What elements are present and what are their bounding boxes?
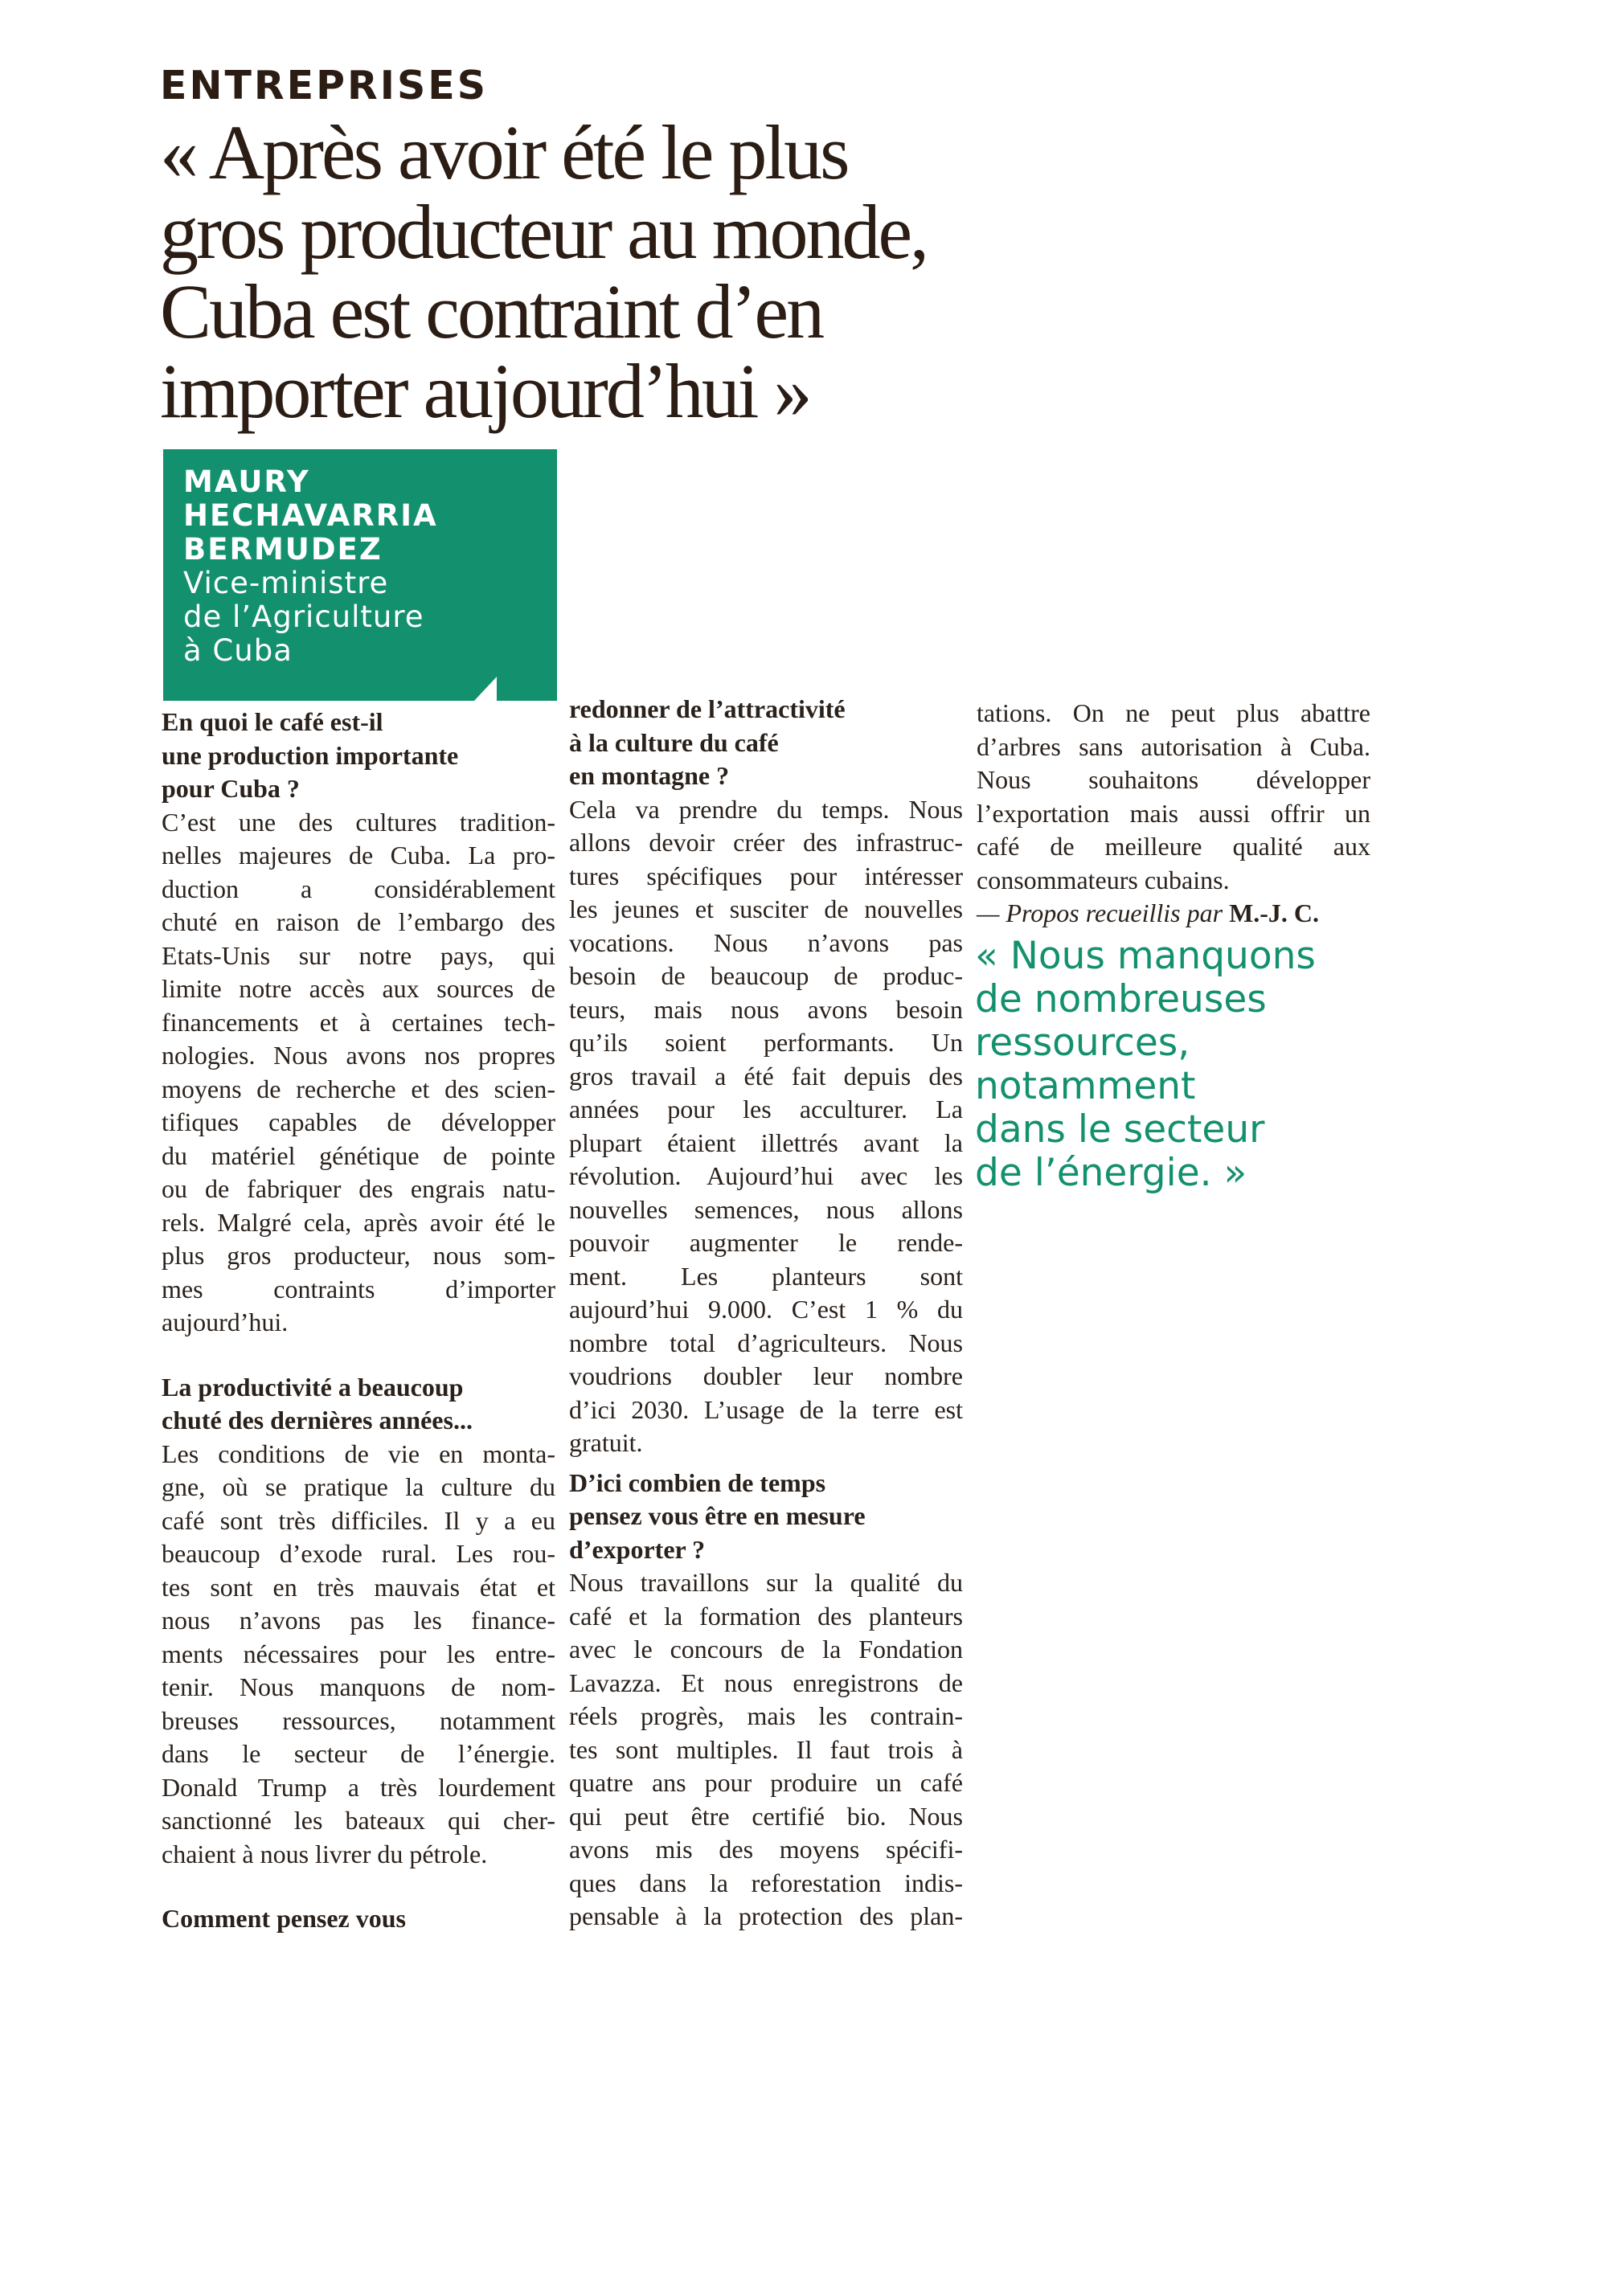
text-line: pouvoir augmenter le rende- xyxy=(569,1228,963,1257)
text-line: Les conditions de vie en monta- xyxy=(162,1439,555,1468)
interviewee-box xyxy=(163,449,557,701)
question-2 xyxy=(162,1371,555,1438)
question-line: pensez vous être en mesure xyxy=(569,1501,866,1530)
text-line: tes sont multiples. Il faut trois à xyxy=(569,1734,963,1764)
text-line: plupart étaient illettrés avant la xyxy=(569,1128,963,1157)
text-line: ques dans la reforestation indis- xyxy=(569,1868,963,1897)
text-line: chaient à nous livrer du pétrole. xyxy=(162,1839,488,1868)
text-line: tures spécifiques pour intéresser xyxy=(569,861,963,890)
text-line: Donald Trump a très lourdement xyxy=(162,1772,555,1802)
text-line: beaucoup d’exode rural. Les rou- xyxy=(162,1539,555,1568)
text-line: café de meilleure qualité aux xyxy=(977,832,1370,861)
text-line: pensable à la protection des plan- xyxy=(569,1901,963,1930)
pull-quote xyxy=(975,935,1457,1195)
headline xyxy=(160,109,1084,434)
text-line: limite notre accès aux sources de xyxy=(162,974,555,1003)
question-line: redonner de l’attractivité xyxy=(569,694,846,723)
name-line: HECHAVARRIA xyxy=(183,498,438,533)
pull-quote-line: notamment xyxy=(975,1064,1196,1108)
text-line: ments nécessaires pour les entre- xyxy=(162,1639,555,1668)
text-line: Nous souhaitons développer xyxy=(977,765,1370,794)
text-line: aujourd’hui 9.000. C’est 1 % du xyxy=(569,1295,963,1324)
text-line: Lavazza. Et nous enregistrons de xyxy=(569,1668,963,1697)
section-kicker: ENTREPRISES xyxy=(160,63,489,108)
text-line: réels progrès, mais les contrain- xyxy=(569,1701,963,1730)
text-line: qui peut être certifié bio. Nous xyxy=(569,1801,963,1831)
text-line: nombre total d’agriculteurs. Nous xyxy=(569,1328,963,1357)
text-line: tifiques capables de développer xyxy=(162,1107,555,1136)
name-line: BERMUDEZ xyxy=(183,532,383,567)
credit-prefix: — Propos recueillis par xyxy=(977,898,1230,927)
text-line: nous n’avons pas les finance- xyxy=(162,1606,555,1635)
text-line: Cela va prendre du temps. Nous xyxy=(569,794,963,824)
answer-4-end xyxy=(977,697,1370,897)
answer-2 xyxy=(162,1438,555,1872)
text-line: gratuit. xyxy=(569,1428,643,1457)
answer-1 xyxy=(162,806,555,1340)
text-line: tes sont en très mauvais état et xyxy=(162,1572,555,1602)
pull-quote-line: de nombreuses xyxy=(975,977,1267,1021)
text-line: consommateurs cubains. xyxy=(977,865,1230,894)
interviewee-name xyxy=(183,465,541,567)
text-line: voudrions doubler leur nombre xyxy=(569,1361,963,1390)
credit-author: M.-J. C. xyxy=(1229,898,1320,927)
column-3 xyxy=(977,697,1370,931)
question-line: pour Cuba ? xyxy=(162,774,300,803)
text-line: sanctionné les bateaux qui cher- xyxy=(162,1806,555,1835)
text-line: breuses ressources, notamment xyxy=(162,1705,555,1735)
role-line: à Cuba xyxy=(183,633,293,668)
headline-line: Cuba est contraint d’en xyxy=(160,268,823,354)
pull-quote-line: ressources, xyxy=(975,1021,1190,1065)
question-line: une production importante xyxy=(162,740,459,770)
interviewee-role xyxy=(183,567,541,668)
text-line: dans le secteur de l’énergie. xyxy=(162,1739,555,1768)
headline-line: importer aujourd’hui » xyxy=(160,348,810,434)
question-3-start: Comment pensez vous xyxy=(162,1904,406,1933)
text-line: allons devoir créer des infrastruc- xyxy=(569,828,963,857)
question-line: d’exporter ? xyxy=(569,1534,706,1564)
question-line: La productivité a beaucoup xyxy=(162,1372,464,1402)
text-line: café et la formation des planteurs xyxy=(569,1601,963,1631)
question-line: en montagne ? xyxy=(569,761,730,790)
bio-box-notch xyxy=(474,677,497,701)
text-line: besoin de beaucoup de produc- xyxy=(569,961,963,990)
text-line: nouvelles semences, nous allons xyxy=(569,1194,963,1224)
text-line: chuté en raison de l’embargo des xyxy=(162,907,555,936)
text-line: d’ici 2030. L’usage de la terre est xyxy=(569,1394,963,1424)
text-line: qu’ils soient performants. Un xyxy=(569,1028,963,1057)
headline-line: « Après avoir été le plus xyxy=(160,109,848,195)
text-line: avec le concours de la Fondation xyxy=(569,1635,963,1664)
question-line: En quoi le café est-il xyxy=(162,707,383,736)
question-4 xyxy=(569,1467,963,1567)
text-line: du matériel génétique de pointe xyxy=(162,1140,555,1170)
question-1 xyxy=(162,706,555,806)
text-line: aujourd’hui. xyxy=(162,1308,289,1336)
text-line: nologies. Nous avons nos propres xyxy=(162,1041,555,1070)
name-line: MAURY xyxy=(183,465,310,499)
text-line: teurs, mais nous avons besoin xyxy=(569,994,963,1024)
text-line: Etats-Unis sur notre pays, qui xyxy=(162,940,555,970)
text-line: nelles majeures de Cuba. La pro- xyxy=(162,841,555,870)
question-line: D’ici combien de temps xyxy=(569,1467,826,1497)
column-2 xyxy=(569,693,963,1934)
text-line: gros travail a été fait depuis des xyxy=(569,1061,963,1091)
role-line: de l’Agriculture xyxy=(183,600,424,634)
question-line: à la culture du café xyxy=(569,727,779,757)
text-line: C’est une des cultures tradition- xyxy=(162,807,555,837)
pull-quote-line: dans le secteur xyxy=(975,1107,1265,1152)
text-line: ment. Les planteurs sont xyxy=(569,1261,963,1291)
pull-quote-line: « Nous manquons xyxy=(975,934,1316,978)
text-line: les jeunes et susciter de nouvelles xyxy=(569,894,963,923)
text-line: gne, où se pratique la culture du xyxy=(162,1472,555,1501)
text-line: café sont très difficiles. Il y a eu xyxy=(162,1505,555,1535)
text-line: l’exportation mais aussi offrir un xyxy=(977,798,1370,828)
text-line: tations. On ne peut plus abattre xyxy=(977,698,1370,727)
text-line: financements et à certaines tech- xyxy=(162,1007,555,1037)
text-line: années pour les acculturer. La xyxy=(569,1095,963,1123)
headline-line: gros producteur au monde, xyxy=(160,189,928,275)
text-line: moyens de recherche et des scien- xyxy=(162,1074,555,1103)
text-line: duction a considérablement xyxy=(162,874,555,903)
text-line: rels. Malgré cela, après avoir été le xyxy=(162,1207,555,1237)
text-line: avons mis des moyens spécifi- xyxy=(569,1835,963,1864)
interview-credit xyxy=(977,897,1370,931)
text-line: ou de fabriquer des engrais natu- xyxy=(162,1174,555,1203)
question-3-end xyxy=(569,693,963,793)
text-line: quatre ans pour produire un café xyxy=(569,1768,963,1797)
text-line: mes contraints d’importer xyxy=(162,1274,555,1304)
role-line: Vice-ministre xyxy=(183,566,389,600)
text-line: tenir. Nous manquons de nom- xyxy=(162,1672,555,1701)
text-line: vocations. Nous n’avons pas xyxy=(569,927,963,957)
answer-4 xyxy=(569,1566,963,1934)
text-line: d’arbres sans autorisation à Cuba. xyxy=(977,731,1370,761)
pull-quote-line: de l’énergie. » xyxy=(975,1151,1247,1195)
question-line: chuté des dernières années... xyxy=(162,1406,473,1434)
text-line: révolution. Aujourd’hui avec les xyxy=(569,1161,963,1190)
column-1 xyxy=(162,706,555,1936)
answer-3 xyxy=(569,793,963,1460)
text-line: plus gros producteur, nous som- xyxy=(162,1241,555,1270)
text-line: Nous travaillons sur la qualité du xyxy=(569,1568,963,1597)
